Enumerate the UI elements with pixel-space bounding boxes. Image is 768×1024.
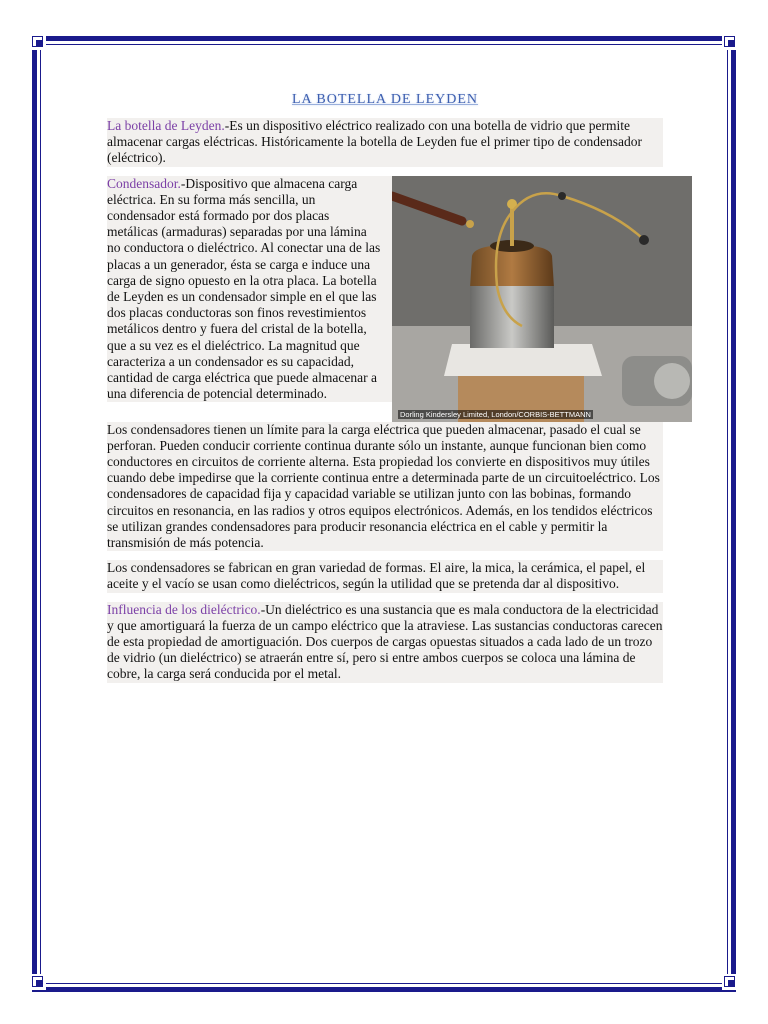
leyden-jar-photo [392,176,692,422]
term-dielectrico: Influencia de los dieléctrico. [107,601,261,617]
corner-ornament-bottom-right [722,974,738,990]
term-condensador: Condensador. [107,175,181,191]
corner-ornament-bottom-left [30,974,46,990]
photo-credit: Dorling Kindersley Limited, London/CORBIS-BETTMANN [400,409,591,419]
paragraph-condensador-text: -Dispositivo que almacena carga eléctrica. En su forma más sencilla, un condensador está formado por dos placas metálicas (armaduras) separadas por una lámina no conductora o dieléctrico. Al conectar una de las placas a un generador, ésta se carga e induce una carga de signo opuesto en la otra placa. La botella de Leyden es un condensador simple en el que las dos placas conductoras son finos revestimientos metálicos dentro y fuera del cristal de la botella, que a su vez es el dieléctrico. La magnitud que caracteriza a un condensador es su capacidad, cantidad de carga eléctrica que puede almacenar a una diferencia de potencial determinado. [107,175,381,402]
paragraph-limite: Los condensadores tienen un límite para la carga eléctrica que pueden almacenar, pasado el cual se perforan. Pueden conducir corriente continua durante sólo un instante, aunque funcionan bien como conductores en circuitos de corriente alterna. Esta propiedad los convierte en dispositivos muy útiles cuando debe impedirse que la corriente continua entre a determinada parte de un circuitoeléctrico. Los condensadores de capacidad fija y capacidad variable se utilizan junto con las bobinas, formando circuitos en resonancia, en las radios y otros equipos electrónicos. Además, en los tendidos eléctricos se utilizan grandes condensadores para producir resonancia eléctrica en el cable y permitir la transmisión de más potencia. [107,422,663,552]
corner-ornament-top-right [722,34,738,50]
document-body [107,92,663,692]
term-botella: La botella de Leyden. [107,118,225,133]
corner-ornament-top-left [30,34,46,50]
paragraph-dielectrico [107,602,663,683]
paragraph-intro [107,118,663,167]
document-title: LA BOTELLA DE LEYDEN [291,92,479,107]
leyden-jar-illustration [392,176,692,422]
paragraph-dielectrico-text: -Un dieléctrico es una sustancia que es mala conductora de la electricidad y que amortiguará la fuerza de un campo eléctrico que la atraviese. Las sustancias conductoras carecen de esta propiedad de amortiguación. Dos cuerpos de cargas opuestas situados a cada lado de un trozo de vidrio (un dieléctrico) se atraerán entre sí, pero si entre ambos cuerpos se coloca una lámina de cobre, la carga será conducida por el metal. [107,601,663,682]
paragraph-formas: Los condensadores se fabrican en gran variedad de formas. El aire, la mica, la cerámica, el papel, el aceite y el vacío se usan como dieléctricos, según la utilidad que se pretenda dar al dispositivo. [107,560,663,592]
paragraph-intro-text: -Es un dispositivo eléctrico realizado con una botella de vidrio que permite almacenar cargas eléctricas. Históricamente la botella de Leyden fue el primer tipo de condensador (eléctrico). [107,118,643,166]
